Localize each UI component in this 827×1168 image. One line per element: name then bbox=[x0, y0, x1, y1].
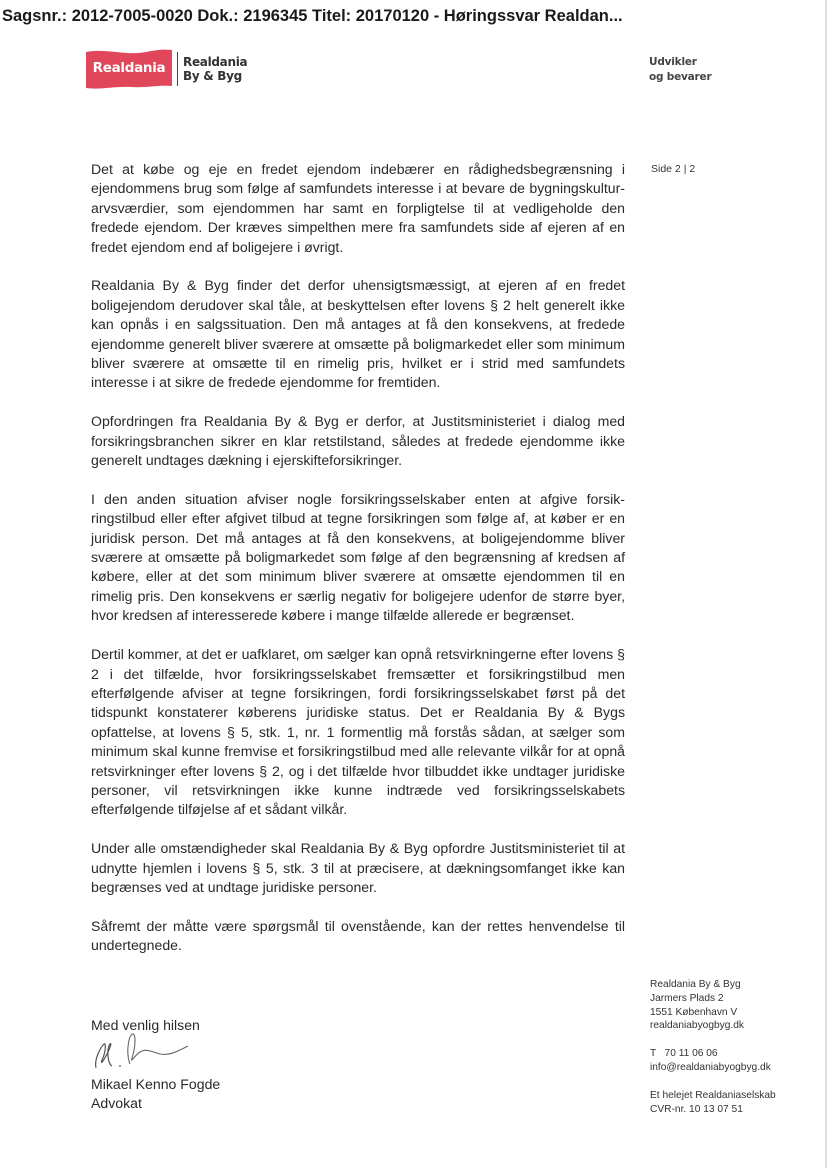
realdania-logo bbox=[86, 47, 247, 91]
paragraph-7: Såfremt der måtte være spørgsmål til ovenstående, kan der rettes henvendelse til undertegnede. bbox=[91, 917, 625, 954]
case-header: Sagsnr.: 2012-7005-0020 Dok.: 2196345 Titel: 20170120 - Høringssvar Realdan... bbox=[2, 7, 623, 25]
logo-flag-text: Realdania bbox=[92, 60, 166, 76]
closing-salutation: Med venlig hilsen bbox=[91, 1017, 200, 1033]
paragraph-6: Under alle omstændigheder skal Realdania By & Byg opfordre Justitsministeriet til at udnytte hjemlen i lovens § 5, stk. 3 til at præcisere, at dækningsomfanget ikke kan begrænses ved at undtage juridiske personer. bbox=[91, 840, 625, 895]
logo-flag-icon bbox=[86, 48, 172, 90]
tagline-line1: Udvikler bbox=[649, 56, 697, 68]
phone-email-block bbox=[650, 1047, 776, 1075]
tagline-line2: og bevarer bbox=[649, 71, 712, 83]
contact-email-link[interactable]: info@realdaniabyogbyg.dk bbox=[650, 1061, 771, 1073]
contact-web-link[interactable]: realdaniabyogbyg.dk bbox=[650, 1020, 745, 1032]
contact-sidebar bbox=[650, 978, 776, 1130]
handwritten-signature-icon bbox=[90, 1030, 200, 1072]
logo-divider bbox=[177, 52, 178, 86]
paragraph-5: Dertil kommer, at det er uafklaret, om sælger kan opnå retsvirkningerne efter lovens § 2 i det tilfælde, hvor forsikringsselskabet fremsætter et forsikringstilbud men efterfølgende afviser at tegne forsikringen, fordi forsikringsselskabet først på det tidspunkt konstaterer køberens juridiske status. Det er Realdania By & Bygs opfattelse, at lovens § 5, stk. 1, nr. 1 formentlig må forstås sådan, at sælger som minimum skal kunne fremvise et forsikringstilbud med alle relevante vilkår for at opnå retsvirkninger efter lovens § 2, og i det tilfælde hvor tilbuddet ikke undtager juridiske personer, vil retsvirkningen ikke kunne indtræde ved forsikringsselskabets efterfølgende tilføjelse af et sådant vilkår. bbox=[91, 646, 625, 818]
contact-org: Realdania By & Byg bbox=[650, 979, 741, 990]
contact-city: 1551 København V bbox=[650, 1006, 738, 1018]
logo-sub-line1: Realdania bbox=[183, 55, 248, 69]
owner-note: Et helejet Realdaniaselskab bbox=[650, 1089, 776, 1101]
company-info-block bbox=[650, 1089, 776, 1117]
letter-body bbox=[91, 160, 625, 975]
logo-subbrand bbox=[183, 55, 247, 83]
tagline bbox=[649, 55, 711, 85]
address-block bbox=[650, 978, 776, 1033]
signer-title: Advokat bbox=[91, 1095, 142, 1112]
paragraph-4: I den anden situation afviser nogle forsikringsselskaber enten at afgive forsikringstilbud eller efter afgivet tilbud at tegne forsikringen som følge af, at køber er en juridisk person. Det må antages at få den konsekvens, at boligejendomme bliver sværere at omsætte på boligmarkedet som følge af den begrænsning af kredsen af købere, eller at det som minimum bliver sværere at omsætte ejendommen til en rimelig pris. Den konsekvens er særlig negativ for boligejere udenfor de større byer, hvor kredsen af interesserede købere i mange tilfælde allerede er begrænset. bbox=[91, 490, 625, 624]
signer-block bbox=[91, 1075, 220, 1114]
paragraph-3: Opfordringen fra Realdania By & Byg er derfor, at Justitsministeriet i dialog med forsikringsbranchen sikrer en klar retstilstand, således at fredede ejendomme ikke generelt undtages dækning i ejerskifteforsikringer. bbox=[91, 413, 625, 469]
cvr-number: CVR-nr. 10 13 07 51 bbox=[650, 1103, 743, 1115]
logo-sub-line2: By & Byg bbox=[183, 69, 242, 83]
contact-street: Jarmers Plads 2 bbox=[650, 992, 724, 1004]
contact-phone: T 70 11 06 06 bbox=[650, 1048, 718, 1060]
page-number: Side 2 | 2 bbox=[651, 163, 696, 175]
signer-name: Mikael Kenno Fogde bbox=[91, 1076, 221, 1092]
paragraph-2: Realdania By & Byg finder det derfor uhensigtsmæssigt, at ejeren af en fredet boligejendom derudover skal tåle, at beskyttelsen efter lovens § 2 helt generelt ikke kan opnås i en salgssituation. Den må antages at få den konsekvens, at fredede ejendomme generelt bliver sværere at omsætte på boligmarkedet eller som minimum bliver sværere at omsætte til en rimelig pris, hvilket er i strid med samfundets interesse i at sikre de fredede ejendomme for fremtiden. bbox=[91, 277, 625, 391]
paragraph-1: Det at købe og eje en fredet ejendom indebærer en rådighedsbegrænsning i ejendommens brug som følge af samfundets interesse i at bevare de bygningskulturarvsværdier, som ejendommen har samt en forpligtelse til at vedligeholde den fredede ejendom. Der kræves simpelthen mere fra samfundets side af ejeren af en fredet ejendom end af boligejere i øvrigt. bbox=[91, 161, 625, 255]
